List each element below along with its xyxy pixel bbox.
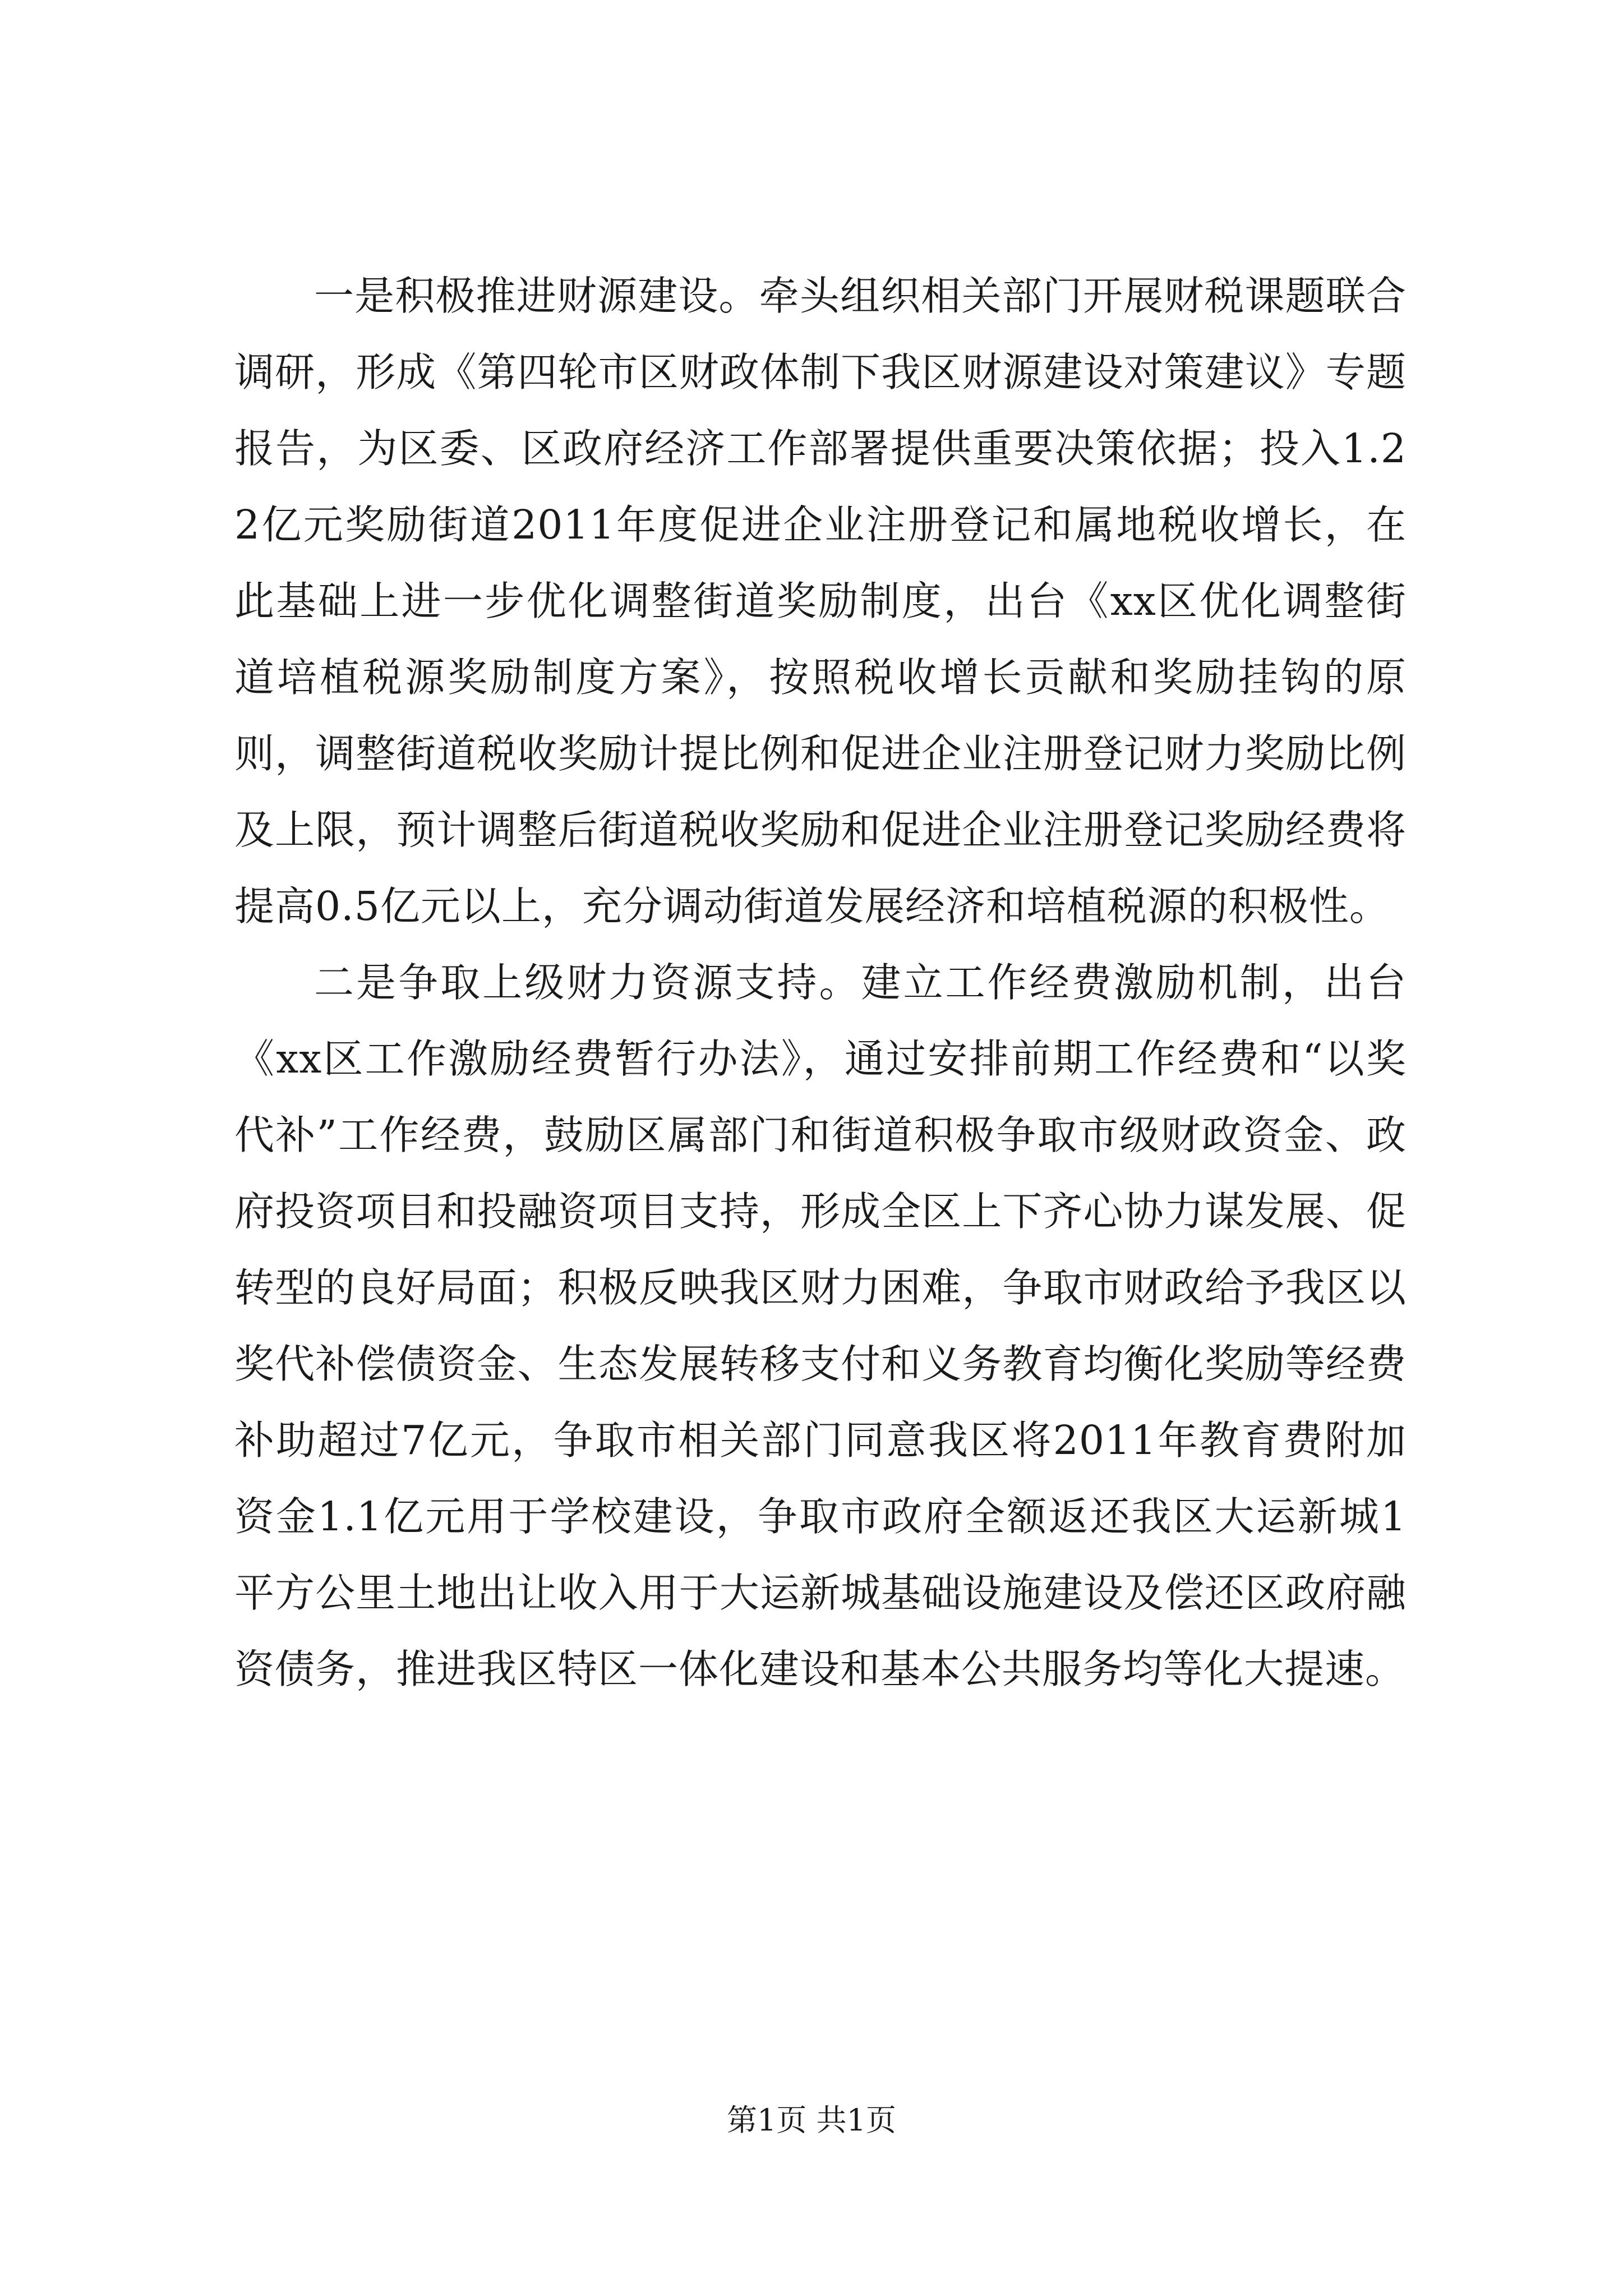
paragraph-2: 二是争取上级财力资源支持。建立工作经费激励机制，出台《xx区工作激励经费暂行办法》，通过安排前期工作经费和“以奖代补”工作经费，鼓励区属部门和街道积极争取市级财政资金、政府投资项目和投融资项目支持，形成全区上下齐心协力谋发展、促转型的良好局面；积极反映我区财力困难，争取市财政给予我区以奖代补偿债资金、生态发展转移支付和义务教育均衡化奖励等经费补助超过7亿元，争取市相关部门同意我区将2011年教育费附加资金1.1亿元用于学校建设，争取市政府全额返还我区大运新城1平方公里土地出让收入用于大运新城基础设施建设及偿还区政府融资债务，推进我区特区一体化建设和基本公共服务均等化大提速。 bbox=[234, 959, 1407, 1692]
page-footer: 第1页 共1页 bbox=[727, 2102, 896, 2138]
document-body bbox=[234, 258, 1407, 1708]
paragraph-1: 一是积极推进财源建设。牵头组织相关部门开展财税课题联合调研，形成《第四轮市区财政体制下我区财源建设对策建议》专题报告，为区委、区政府经济工作部署提供重要决策依据；投入1.22亿元奖励街道2011年度促进企业注册登记和属地税收增长，在此基础上进一步优化调整街道奖励制度，出台《xx区优化调整街道培植税源奖励制度方案》，按照税收增长贡献和奖励挂钩的原则，调整街道税收奖励计提比例和促进企业注册登记财力奖励比例及上限，预计调整后街道税收奖励和促进企业注册登记奖励经费将提高0.5亿元以上，充分调动街道发展经济和培植税源的积极性。 bbox=[234, 273, 1407, 930]
